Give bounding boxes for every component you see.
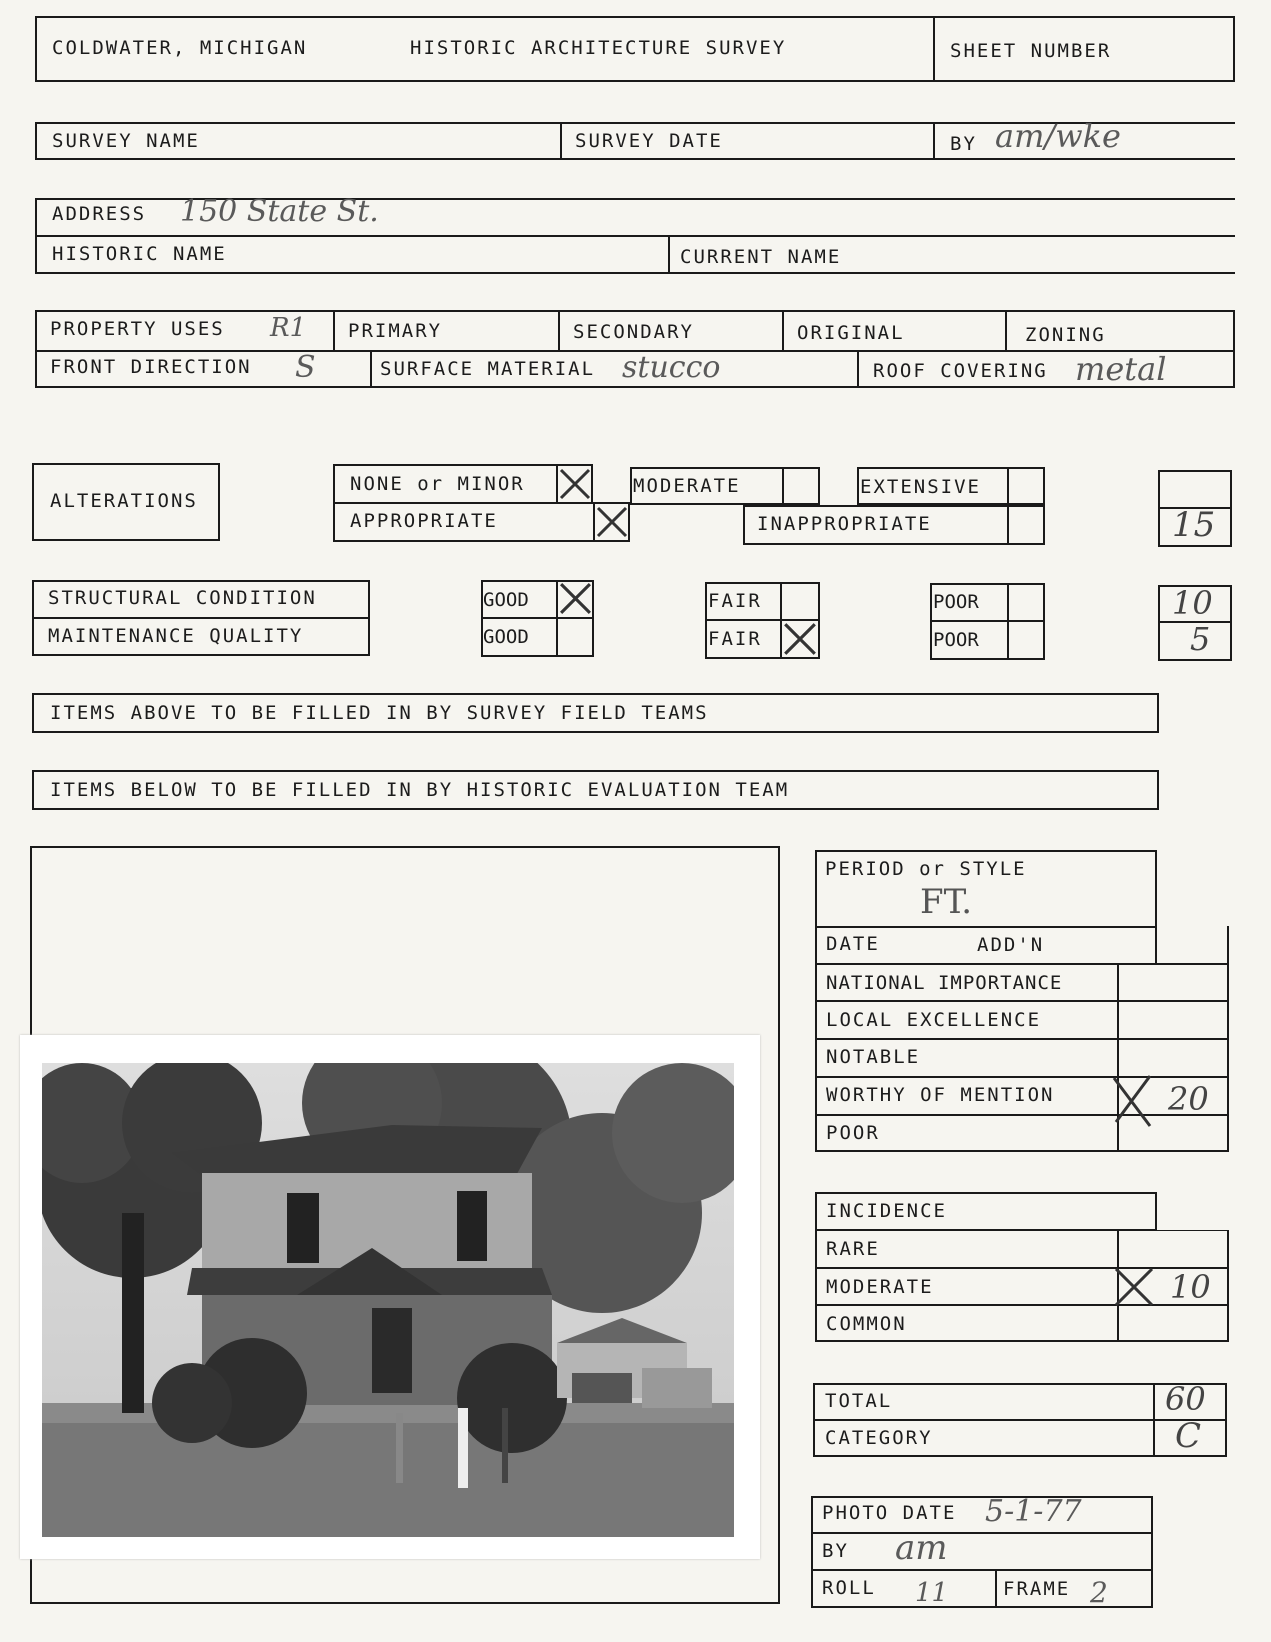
incidence-moderate-label: MODERATE xyxy=(826,1276,934,1298)
front-direction-label: FRONT DIRECTION xyxy=(50,356,252,378)
period-label: PERIOD or STYLE xyxy=(825,858,1027,880)
roof-covering-value: metal xyxy=(1075,350,1167,388)
surface-material-label: SURFACE MATERIAL xyxy=(380,358,596,380)
address-divider xyxy=(35,235,1235,237)
house-photo xyxy=(42,1063,734,1537)
addn-label: ADD'N xyxy=(977,934,1045,956)
survey-title: HISTORIC ARCHITECTURE SURVEY xyxy=(410,37,787,59)
total-label: TOTAL xyxy=(825,1390,893,1412)
incidence-moderate-check-icon[interactable] xyxy=(1112,1265,1156,1309)
address-label: ADDRESS xyxy=(52,203,147,225)
national-importance-label: NATIONAL IMPORTANCE xyxy=(826,972,1063,994)
secondary-label: SECONDARY xyxy=(573,321,694,343)
maintenance-fair-check-icon[interactable] xyxy=(781,620,819,658)
maintenance-score: 5 xyxy=(1190,620,1211,658)
poor-checkbox-divider xyxy=(1007,583,1009,660)
date-label: DATE xyxy=(826,933,880,955)
photo-by-label: BY xyxy=(822,1540,849,1562)
roll-label: ROLL xyxy=(822,1577,876,1599)
alterations-score: 15 xyxy=(1172,505,1216,545)
survey-divider-2 xyxy=(933,122,935,160)
structural-score: 10 xyxy=(1172,584,1213,622)
primary-label: PRIMARY xyxy=(348,320,443,342)
notes-below-text: ITEMS BELOW TO BE FILLED IN BY HISTORIC EVALUATION TEAM xyxy=(50,779,790,801)
extensive-label: EXTENSIVE xyxy=(860,476,981,498)
period-right-edge xyxy=(1155,926,1157,964)
original-label: ORIGINAL xyxy=(797,322,905,344)
significance-row-1 xyxy=(815,1000,1229,1002)
worthy-label: WORTHY OF MENTION xyxy=(826,1084,1055,1106)
worthy-score: 20 xyxy=(1168,1080,1209,1118)
significance-row-2 xyxy=(815,1038,1229,1040)
structural-poor-label: POOR xyxy=(933,591,979,613)
none-minor-label: NONE or MINOR xyxy=(350,473,525,495)
property-divider-1 xyxy=(333,310,335,350)
incidence-row-3 xyxy=(815,1304,1229,1306)
surface-material-value: stucco xyxy=(622,350,721,385)
extensive-checkbox-divider xyxy=(1007,467,1009,505)
alterations-label: ALTERATIONS xyxy=(50,490,198,512)
common-label: COMMON xyxy=(826,1313,907,1335)
photo-info-row-2 xyxy=(811,1569,1153,1571)
local-excellence-label: LOCAL EXCELLENCE xyxy=(826,1009,1042,1031)
historic-name-label: HISTORIC NAME xyxy=(52,243,227,265)
evaluation-poor-label: POOR xyxy=(826,1122,880,1144)
totals-divider xyxy=(813,1419,1227,1421)
incidence-header-right xyxy=(1155,1192,1157,1230)
roll-value: 11 xyxy=(915,1578,949,1608)
totals-score-divider xyxy=(1153,1383,1155,1457)
notes-above-top xyxy=(32,693,1159,695)
property-divider-6 xyxy=(857,351,859,388)
structural-good-label: GOOD xyxy=(483,589,529,611)
zoning-label: ZONING xyxy=(1025,324,1106,346)
moderate-label: MODERATE xyxy=(633,475,741,497)
significance-row-3 xyxy=(815,1076,1229,1078)
condition-label-divider xyxy=(32,617,370,619)
frame-label: FRAME xyxy=(1003,1578,1071,1600)
period-value: FT. xyxy=(920,882,973,922)
date-row-bottom xyxy=(815,963,1229,965)
appropriate-label: APPROPRIATE xyxy=(350,510,498,532)
notable-label: NOTABLE xyxy=(826,1046,921,1068)
structural-fair-label: FAIR xyxy=(708,590,762,612)
survey-by-label: BY xyxy=(950,133,977,155)
significance-row-4 xyxy=(815,1114,1229,1116)
photo-date-value: 5-1-77 xyxy=(985,1494,1082,1529)
photo-date-label: PHOTO DATE xyxy=(822,1502,957,1524)
roof-covering-label: ROOF COVERING xyxy=(873,360,1048,382)
good-divider xyxy=(481,617,594,619)
rare-label: RARE xyxy=(826,1238,880,1260)
address-value: 150 State St. xyxy=(180,194,379,229)
structural-good-check-icon[interactable] xyxy=(557,580,594,617)
roll-frame-divider xyxy=(995,1569,997,1608)
header-divider xyxy=(933,16,935,82)
category-value: C xyxy=(1175,1416,1202,1456)
photo-info-row-1 xyxy=(811,1532,1153,1534)
maintenance-poor-label: POOR xyxy=(933,629,979,651)
property-divider-5 xyxy=(370,351,372,388)
moderate-checkbox-divider xyxy=(782,467,784,505)
property-uses-value: R1 xyxy=(270,313,307,343)
city-label: COLDWATER, MICHIGAN xyxy=(52,37,308,59)
survey-date-label: SURVEY DATE xyxy=(575,130,723,152)
incidence-row-2 xyxy=(815,1267,1229,1269)
incidence-moderate-score: 10 xyxy=(1170,1268,1211,1306)
maintenance-quality-label: MAINTENANCE QUALITY xyxy=(48,625,304,647)
notes-above-text: ITEMS ABOVE TO BE FILLED IN BY SURVEY FIELD TEAMS xyxy=(50,702,709,724)
none-minor-check-icon[interactable] xyxy=(557,466,593,502)
category-label: CATEGORY xyxy=(825,1427,933,1449)
property-divider-4 xyxy=(1005,310,1007,350)
worthy-check-icon[interactable] xyxy=(1110,1072,1156,1128)
property-uses-label: PROPERTY USES xyxy=(50,318,225,340)
inappropriate-checkbox-divider xyxy=(1007,505,1009,545)
maintenance-good-label: GOOD xyxy=(483,626,529,648)
current-name-label: CURRENT NAME xyxy=(680,246,842,268)
total-value: 60 xyxy=(1165,1380,1206,1418)
inappropriate-label: INAPPROPRIATE xyxy=(757,513,932,535)
property-divider-3 xyxy=(782,310,784,350)
survey-name-label: SURVEY NAME xyxy=(52,130,200,152)
survey-divider-1 xyxy=(560,122,562,160)
poor-divider xyxy=(930,620,1045,622)
survey-by-value: am/wke xyxy=(995,117,1121,155)
maintenance-fair-label: FAIR xyxy=(708,628,762,650)
front-direction-value: S xyxy=(295,350,316,385)
incidence-corner-mask xyxy=(1157,1190,1237,1230)
sheet-number-label: SHEET NUMBER xyxy=(950,40,1112,62)
property-divider-2 xyxy=(558,310,560,350)
appropriate-check-icon[interactable] xyxy=(594,504,630,540)
frame-value: 2 xyxy=(1090,1576,1108,1609)
structural-condition-label: STRUCTURAL CONDITION xyxy=(48,587,317,609)
name-divider xyxy=(668,236,670,274)
photo-by-value: am xyxy=(895,1528,948,1568)
incidence-label: INCIDENCE xyxy=(826,1200,947,1222)
